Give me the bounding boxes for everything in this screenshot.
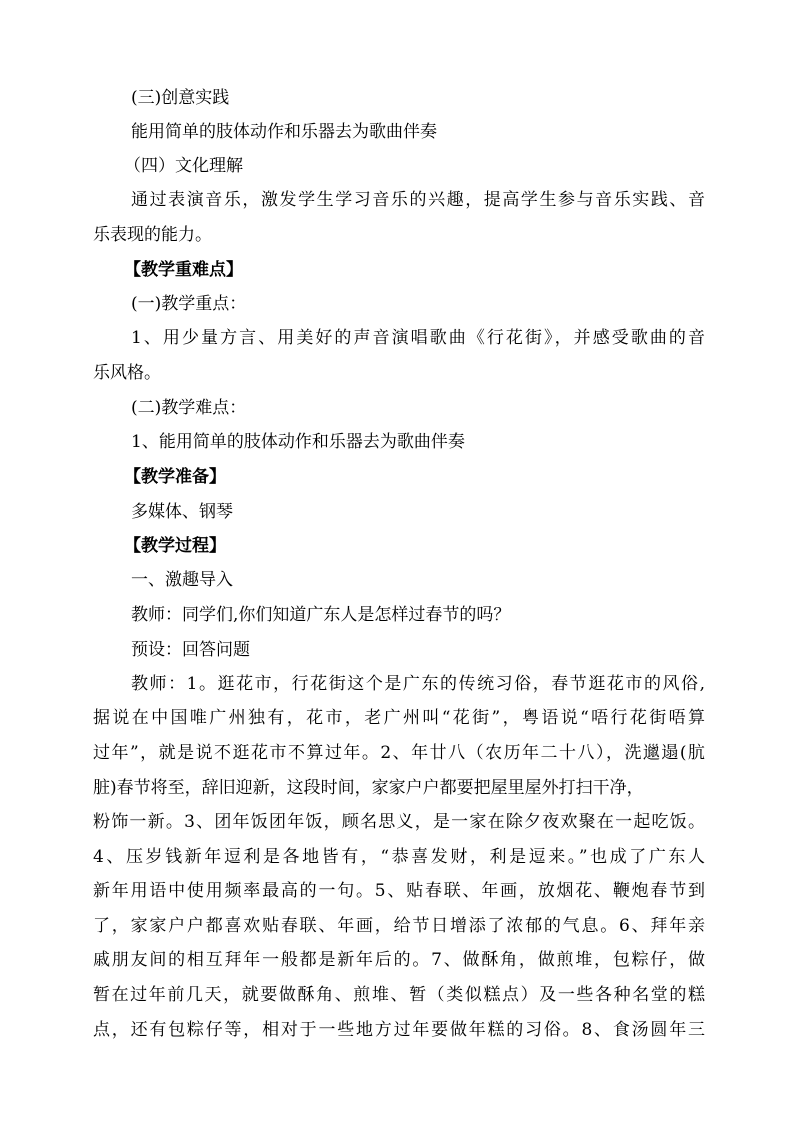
subheading-difficult-points: (二)教学难点： [131,398,247,418]
paragraph-line: 预设：回答问题 [131,640,250,660]
subheading-key-points: (一)教学重点： [131,294,247,314]
paragraph-line: 能用简单的肢体动作和乐器去为歌曲伴奏 [131,122,437,142]
heading-key-difficult-points: 【教学重难点】 [124,260,243,280]
paragraph-line: 1、能用简单的肢体动作和乐器去为歌曲伴奏 [131,432,465,452]
paragraph-line: 4、压岁钱新年逗利是各地皆有，“恭喜发财，利是逗来。”也成了广东人 [93,847,705,867]
paragraph-line: 脏)春节将至，辞旧迎新，这段时间，家家户户都要把屋里屋外打扫干净， [93,778,644,798]
paragraph-line: 乐风格。 [93,363,161,383]
paragraph-line: 过年”，就是说不逛花市不算过年。2、年廿八（农历年二十八），洗邋遢(肮 [93,743,705,763]
paragraph-line: 多媒体、钢琴 [131,502,233,522]
paragraph-line: 戚朋友间的相互拜年一般都是新年后的。7、做酥角，做煎堆，包粽仔，做 [93,950,705,970]
paragraph-line: 点，还有包粽仔等，相对于一些地方过年要做年糕的习俗。8、食汤圆年三 [93,1020,705,1040]
paragraph-line: 暂在过年前几天，就要做酥角、煎堆、暂（类似糕点）及一些各种名堂的糕 [93,985,705,1005]
paragraph-line: 新年用语中使用频率最高的一句。5、贴春联、年画，放烟花、鞭炮春节到 [93,881,705,901]
paragraph-line: 乐表现的能力。 [93,225,212,245]
paragraph-line: 通过表演音乐，激发学生学习音乐的兴趣，提高学生参与音乐实践、音 [131,190,705,210]
section-heading-creative-practice: (三)创意实践 [131,88,230,108]
paragraph-line: 了，家家户户都喜欢贴春联、年画，给节日增添了浓郁的气息。6、拜年亲 [93,916,705,936]
heading-teaching-preparation: 【教学准备】 [124,467,226,487]
paragraph-line: 据说在中国唯广州独有，花市，老广州叫“花街”，粤语说“唔行花街唔算 [93,708,705,728]
subheading-introduction: 一、激趣导入 [131,570,233,590]
paragraph-line: 粉饰一新。3、团年饭团年饭，顾名思义，是一家在除夕夜欢聚在一起吃饭。 [93,812,705,832]
paragraph-line: 1、用少量方言、用美好的声音演唱歌曲《行花街》，并感受歌曲的音 [131,328,705,348]
paragraph-line: 教师：同学们,你们知道广东人是怎样过春节的吗？ [131,605,511,625]
section-heading-cultural-understanding: （四）文化理解 [124,156,243,176]
paragraph-line: 教师：1。逛花市，行花街这个是广东的传统习俗，春节逛花市的风俗, [131,674,705,694]
heading-teaching-process: 【教学过程】 [124,536,226,556]
